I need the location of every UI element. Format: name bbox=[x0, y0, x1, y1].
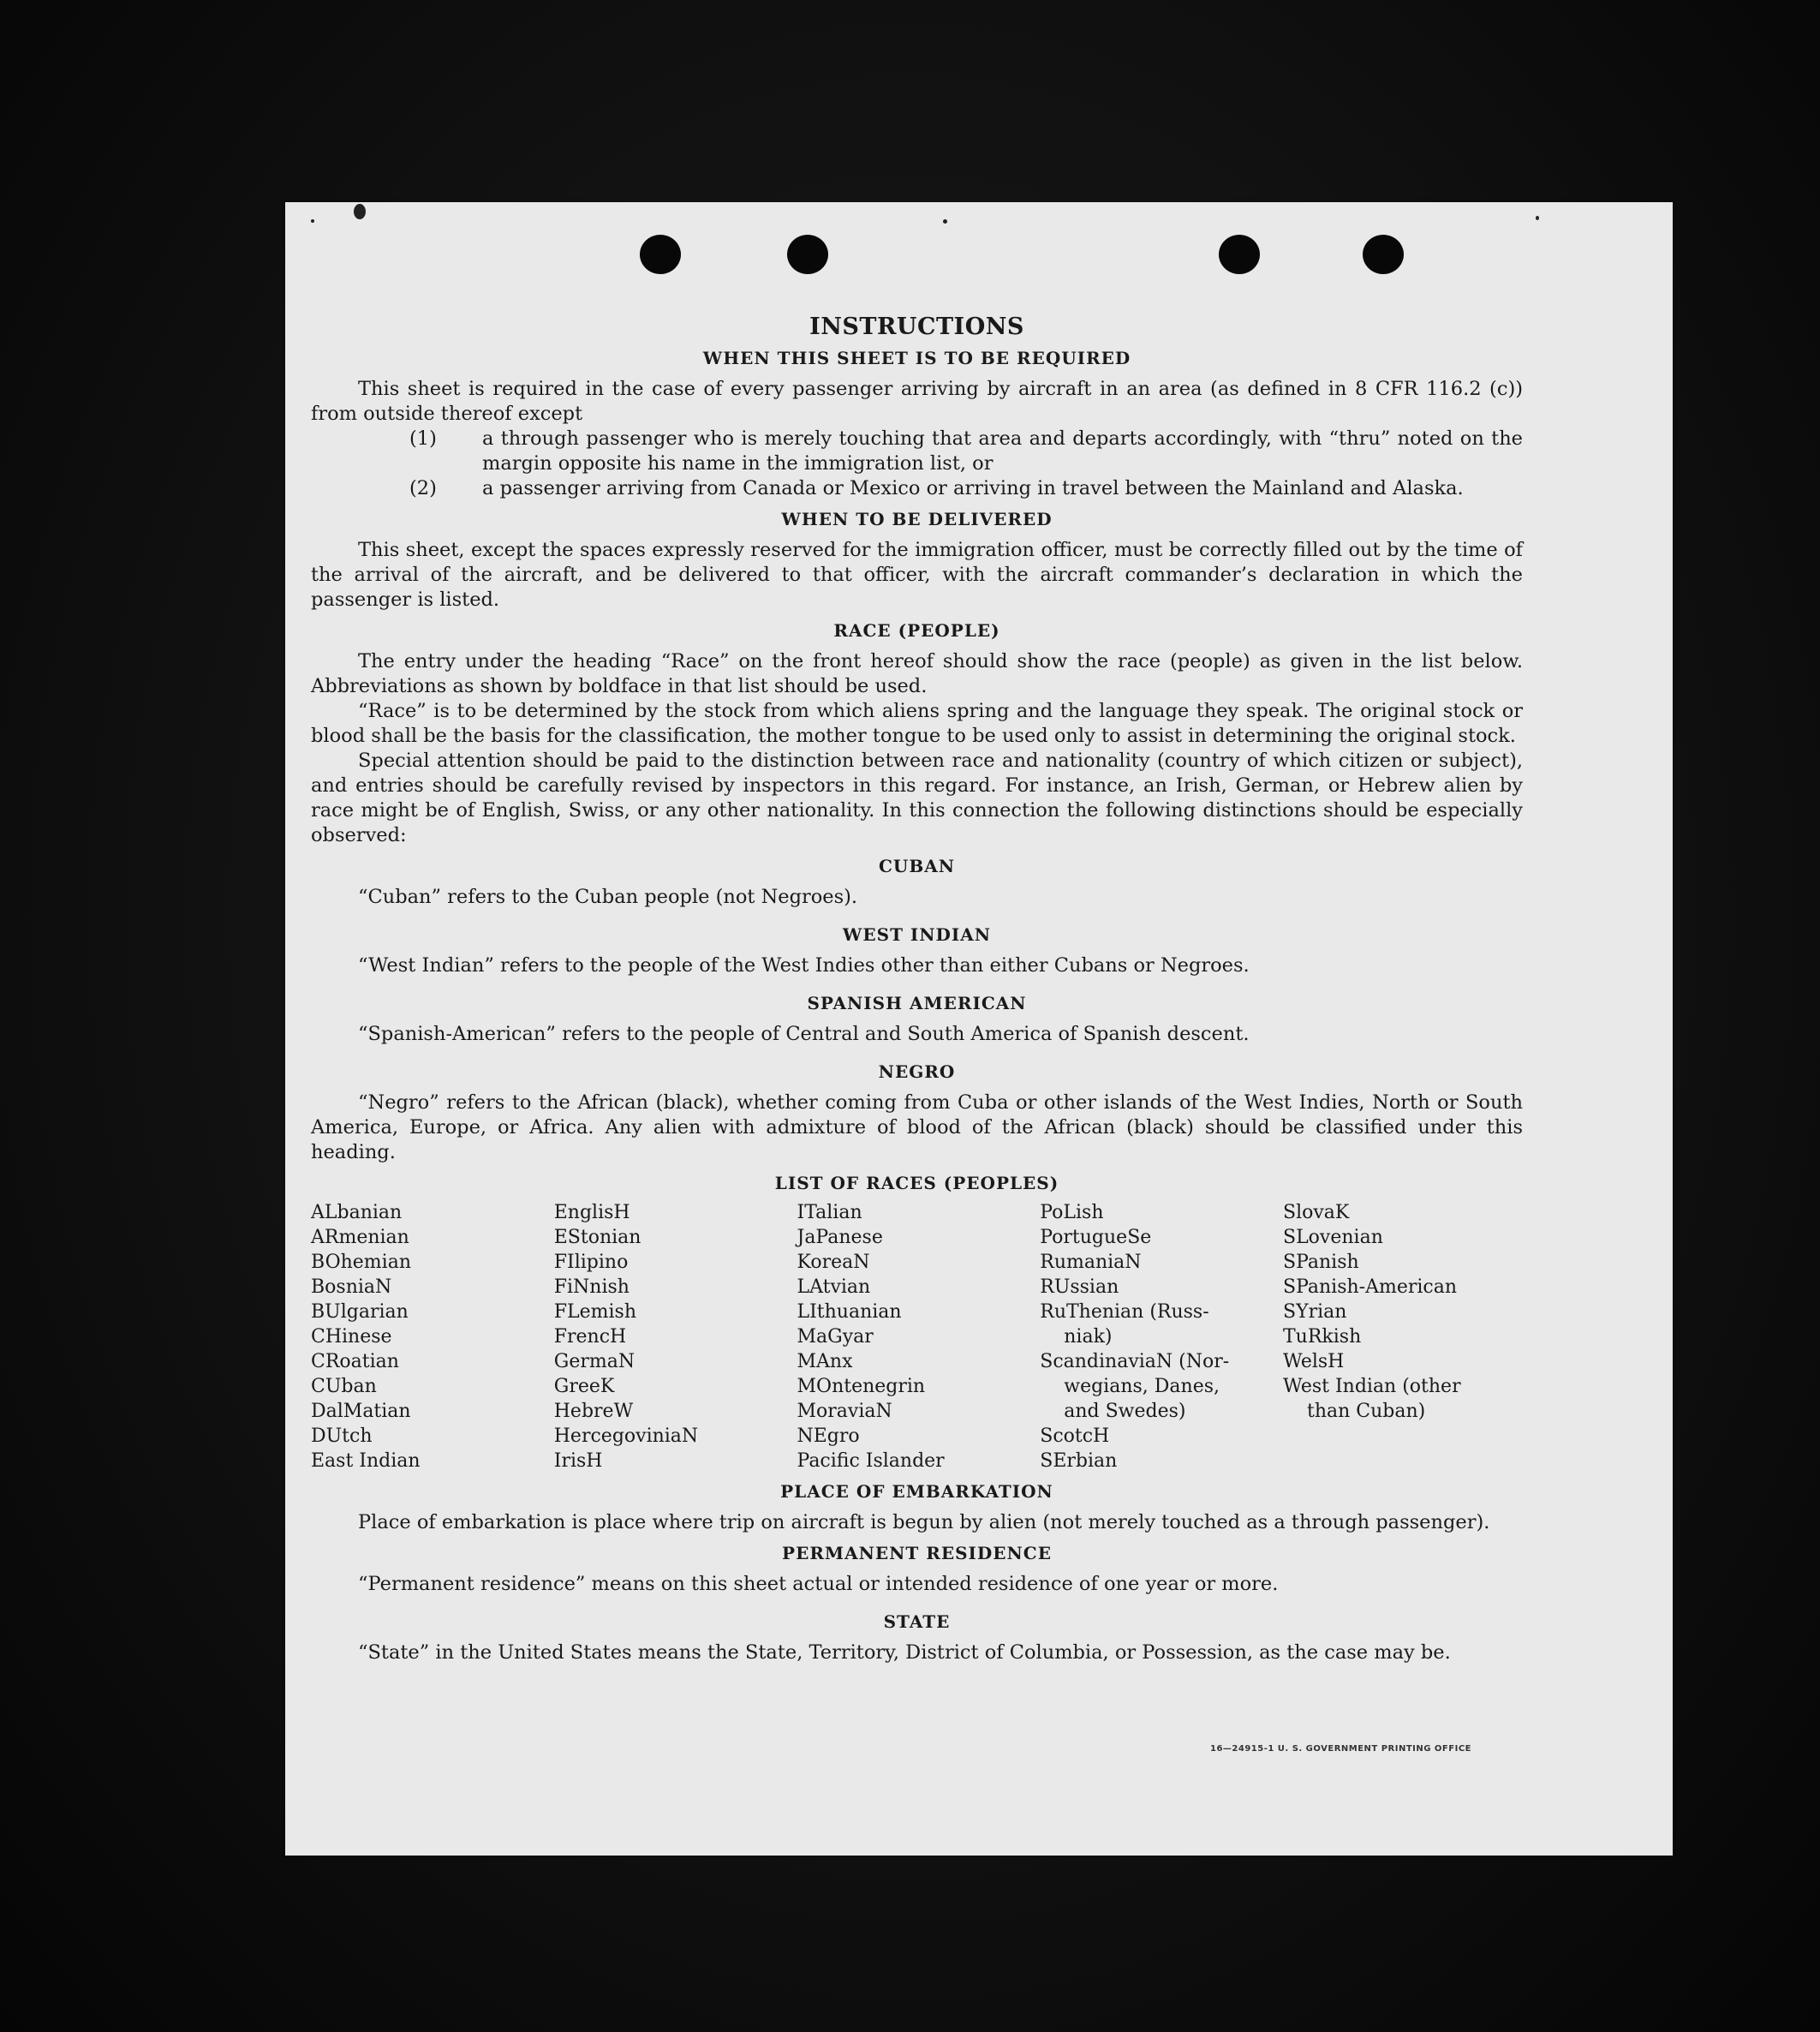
item-number: (1) bbox=[409, 427, 437, 451]
race-entry: IrisH bbox=[553, 1450, 603, 1473]
race-entry: CUban bbox=[311, 1376, 377, 1398]
race-entry: WelsH bbox=[1283, 1351, 1345, 1373]
race-entry: MoraviaN bbox=[797, 1401, 892, 1423]
section-heading-list-of-races: LIST OF RACES (PEOPLES) bbox=[774, 1173, 1059, 1194]
instruction-sheet bbox=[285, 202, 1673, 1856]
embarkation-text: Place of embarkation is place where trip on aircraft is begun by alien (not merely touched as a through passenger). bbox=[358, 1511, 1490, 1534]
race-entry: EnglisH bbox=[553, 1202, 630, 1224]
race-entry: SPanish bbox=[1283, 1252, 1359, 1274]
scan-speck bbox=[354, 204, 366, 219]
scan-speck bbox=[943, 219, 947, 224]
punch-hole bbox=[1363, 235, 1404, 274]
race-paragraph-1: The entry under the heading “Race” on the front hereof should show the race (people) as given in the list below. Abbreviations as shown by boldface in that list should be used. bbox=[311, 650, 1523, 698]
punch-hole bbox=[1219, 235, 1260, 274]
race-entry: ALbanian bbox=[311, 1202, 403, 1224]
race-entry-continuation: and Swedes) bbox=[1064, 1401, 1186, 1423]
race-entry: GreeK bbox=[553, 1376, 615, 1398]
race-entry: GermaN bbox=[553, 1351, 636, 1373]
race-entry: FLemish bbox=[553, 1301, 636, 1324]
page-title: INSTRUCTIONS bbox=[809, 314, 1024, 340]
race-entry-continuation: wegians, Danes, bbox=[1064, 1376, 1220, 1398]
exception-item-2 bbox=[311, 476, 1523, 501]
race-entry: RuThenian (Russ- bbox=[1040, 1301, 1209, 1324]
section-heading-when-required: WHEN THIS SHEET IS TO BE REQUIRED bbox=[702, 348, 1131, 369]
state-text: “State” in the United States means the State, Territory, District of Columbia, or Possession, as the case may be. bbox=[358, 1641, 1451, 1664]
section-heading-state: STATE bbox=[883, 1611, 951, 1633]
punch-hole bbox=[787, 235, 828, 274]
race-column bbox=[554, 1200, 794, 1473]
scan-speck bbox=[311, 219, 314, 223]
race-entry: LAtvian bbox=[797, 1276, 871, 1299]
race-entry: ARmenian bbox=[311, 1227, 409, 1249]
race-column bbox=[1283, 1200, 1523, 1473]
race-entry: SErbian bbox=[1040, 1450, 1118, 1473]
race-list bbox=[311, 1200, 1523, 1473]
section-heading-race: RACE (PEOPLE) bbox=[833, 620, 1000, 642]
form-number-footer: 16—24915-1 U. S. GOVERNMENT PRINTING OFFICE bbox=[1210, 1744, 1471, 1754]
exception-item-1 bbox=[311, 427, 1523, 476]
race-entry: TuRkish bbox=[1283, 1326, 1362, 1348]
west-indian-text: “West Indian” refers to the people of the West Indies other than either Cubans or Negroes. bbox=[358, 954, 1250, 977]
race-entry: Pacific Islander bbox=[797, 1450, 945, 1473]
race-entry: DUtch bbox=[311, 1425, 373, 1448]
race-entry: East Indian bbox=[311, 1450, 421, 1473]
item-text: a through passenger who is merely touching that area and departs accordingly, with “thru” noted on the margin opposite his name in the immigration list, or bbox=[482, 427, 1523, 475]
race-column bbox=[1040, 1200, 1280, 1473]
item-text: a passenger arriving from Canada or Mexico or arriving in travel between the Mainland and Alaska. bbox=[482, 477, 1464, 500]
race-paragraph-3: Special attention should be paid to the distinction between race and nationality (country of which citizen or subject), and entries should be carefully revised by inspectors in this regard. For instance, an Irish, German, or Hebrew alien by race might be of English, Swiss, or any other nationality. In this connection the following distinctions should be especially observed: bbox=[311, 750, 1523, 847]
race-entry: DalMatian bbox=[311, 1401, 411, 1423]
race-column bbox=[797, 1200, 1037, 1473]
race-entry: SLovenian bbox=[1283, 1227, 1383, 1249]
race-entry: EStonian bbox=[553, 1227, 641, 1249]
punch-hole bbox=[640, 235, 681, 274]
section-heading-cuban: CUBAN bbox=[878, 856, 956, 877]
race-entry: PortugueSe bbox=[1040, 1227, 1152, 1249]
race-entry: FiNnish bbox=[553, 1276, 630, 1299]
race-entry: KoreaN bbox=[797, 1252, 870, 1274]
residence-text: “Permanent residence” means on this sheet actual or intended residence of one year or more. bbox=[358, 1573, 1279, 1596]
race-entry: RumaniaN bbox=[1040, 1252, 1142, 1274]
item-number: (2) bbox=[409, 477, 437, 500]
section-heading-spanish-american: SPANISH AMERICAN bbox=[807, 993, 1027, 1014]
spanish-american-text: “Spanish-American” refers to the people of Central and South America of Spanish descent. bbox=[358, 1023, 1250, 1046]
race-entry: MOntenegrin bbox=[797, 1376, 926, 1398]
race-entry: NEgro bbox=[797, 1425, 860, 1448]
when-required-intro: This sheet is required in the case of every passenger arriving by aircraft in an area (as defined in 8 CFR 116.2 (c)) from outside thereof except bbox=[311, 378, 1523, 426]
race-entry: FIlipino bbox=[553, 1252, 629, 1274]
negro-text: “Negro” refers to the African (black), whether coming from Cuba or other islands of the West Indies, North or South America, Europe, or Africa. Any alien with admixture of blood of the African (black) should be classified under this heading. bbox=[311, 1091, 1523, 1164]
race-entry: ITalian bbox=[797, 1202, 862, 1224]
race-entry: RUssian bbox=[1040, 1276, 1119, 1299]
race-entry: BUlgarian bbox=[311, 1301, 409, 1324]
section-heading-embarkation: PLACE OF EMBARKATION bbox=[780, 1481, 1053, 1503]
race-entry: ScandinaviaN (Nor- bbox=[1040, 1351, 1230, 1373]
race-entry-continuation: niak) bbox=[1064, 1326, 1113, 1348]
race-entry: West Indian (other bbox=[1283, 1376, 1461, 1398]
race-entry: SPanish-American bbox=[1283, 1276, 1458, 1299]
when-delivered-text: This sheet, except the spaces expressly reserved for the immigration officer, must be correctly filled out by the time of the arrival of the aircraft, and be delivered to that officer, with the aircraft commander’s declaration in which the passenger is listed. bbox=[311, 539, 1523, 612]
race-entry: ScotcH bbox=[1040, 1425, 1110, 1448]
race-entry: BOhemian bbox=[311, 1252, 411, 1274]
race-entry: FrencH bbox=[553, 1326, 627, 1348]
race-entry: PoLish bbox=[1040, 1202, 1104, 1224]
race-entry: SYrian bbox=[1283, 1301, 1347, 1324]
race-column bbox=[311, 1200, 551, 1473]
race-entry: JaPanese bbox=[797, 1227, 883, 1249]
section-heading-west-indian: WEST INDIAN bbox=[842, 924, 992, 946]
race-entry: CRoatian bbox=[311, 1351, 399, 1373]
scan-speck bbox=[1536, 216, 1539, 220]
race-entry: MaGyar bbox=[797, 1326, 874, 1348]
race-entry-continuation: than Cuban) bbox=[1307, 1401, 1426, 1423]
race-entry: HebreW bbox=[553, 1401, 634, 1423]
cuban-text: “Cuban” refers to the Cuban people (not Negroes). bbox=[358, 886, 858, 909]
instruction-text bbox=[311, 314, 1523, 1665]
section-heading-when-delivered: WHEN TO BE DELIVERED bbox=[781, 509, 1053, 530]
race-entry: HercegoviniaN bbox=[553, 1425, 699, 1448]
race-entry: BosniaN bbox=[311, 1276, 392, 1299]
race-entry: MAnx bbox=[797, 1351, 853, 1373]
race-entry: CHinese bbox=[311, 1326, 392, 1348]
section-heading-residence: PERMANENT RESIDENCE bbox=[782, 1543, 1052, 1564]
section-heading-negro: NEGRO bbox=[878, 1061, 956, 1083]
race-paragraph-2: “Race” is to be determined by the stock from which aliens spring and the language they speak. The original stock or blood shall be the basis for the classification, the mother tongue to be used only to assist in determining the original stock. bbox=[311, 700, 1523, 748]
race-entry: LIthuanian bbox=[797, 1301, 902, 1324]
race-entry: SlovaK bbox=[1283, 1202, 1350, 1224]
